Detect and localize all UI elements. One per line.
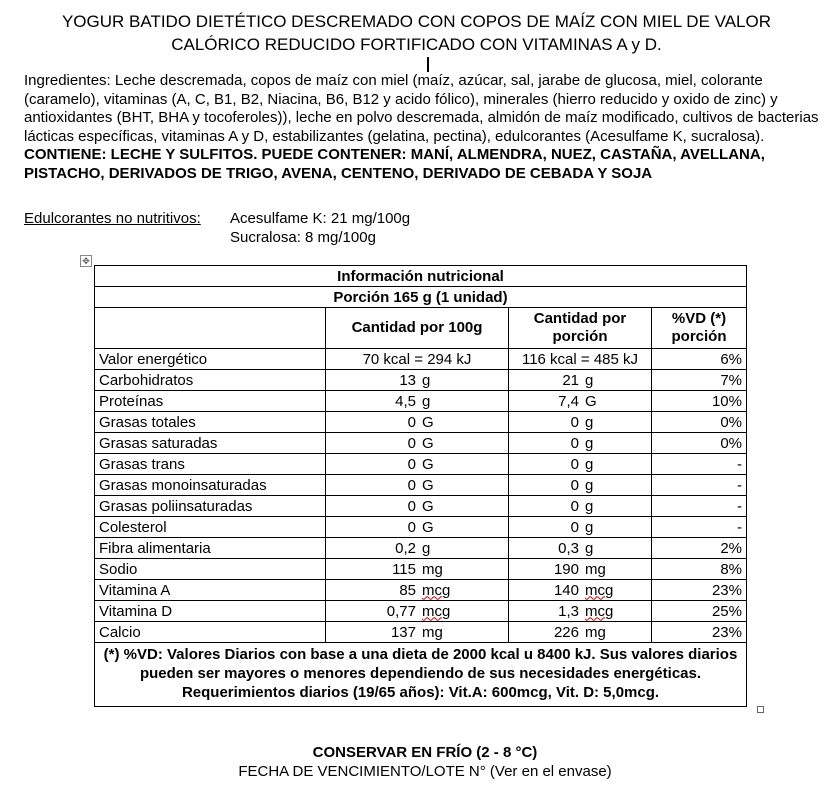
table-row [95,622,747,643]
amount-unit: G [422,434,434,452]
table-row [95,580,747,601]
table-row [95,496,747,517]
table-row [95,538,747,559]
table-row [95,433,747,454]
nutrient-name: Proteínas [95,391,326,412]
amount-unit: mg [422,623,443,641]
nutrient-name: Grasas monoinsaturadas [95,475,326,496]
nutrition-table [94,265,747,707]
amount-unit: mg [585,623,606,641]
amount-per-100g [326,601,509,622]
amount-value: 7,4 [558,392,579,410]
amount-per-portion [509,601,652,622]
amount-unit: mg [585,560,606,578]
amount-unit: mcg [585,581,614,599]
amount-value: 140 [553,581,579,599]
allergens-text: CONTIENE: LECHE Y SULFITOS. PUEDE CONTENER: MANÍ, ALMENDRA, NUEZ, CASTAÑA, AVELLANA, PISTACHO, DERIVADOS DE TRIGO, AVENA, CENTENO, DERIVADO DE CEBADA Y SOJA [24,146,765,182]
amount-per-portion [509,433,652,454]
amount-per-portion: 116 kcal = 485 kJ [509,349,652,370]
nutrient-name: Grasas trans [95,454,326,475]
amount-value: 0 [570,455,579,473]
amount-unit: g [422,371,431,389]
amount-per-100g [326,496,509,517]
amount-per-100g: 70 kcal = 294 kJ [326,349,509,370]
amount-value: 0 [570,476,579,494]
amount-unit: mg [422,560,443,578]
sweetener-acesulfame: Acesulfame K: 21 mg/100g [230,210,411,227]
storage-instructions: CONSERVAR EN FRÍO (2 - 8 °C) [312,744,538,761]
column-header-vd: %VD (*) porción [652,308,747,349]
amount-unit: g [585,434,594,452]
amount-value: 137 [390,623,416,641]
amount-unit: g [585,476,594,494]
storage-block [0,743,833,781]
amount-per-100g [326,433,509,454]
table-row [95,475,747,496]
table-row [95,517,747,538]
sweetener-sucralose: Sucralosa: 8 mg/100g [230,229,376,246]
nutrient-name: Fibra alimentaria [95,538,326,559]
nutrient-name: Vitamina D [95,601,326,622]
amount-per-100g [326,580,509,601]
table-row [95,349,747,370]
sweeteners-label: Edulcorantes no nutritivos: [24,210,201,227]
amount-per-portion [509,517,652,538]
amount-per-portion [509,496,652,517]
daily-value-percent: 2% [652,538,747,559]
amount-per-portion [509,370,652,391]
table-title: Información nutricional [95,266,747,287]
amount-value: 0 [407,455,416,473]
amount-per-portion [509,559,652,580]
column-header-per-100g: Cantidad por 100g [326,308,509,349]
ingredients-text: Ingredientes: Leche descremada, copos de maíz con miel (maíz, azúcar, sal, jarabe de glucosa, miel, colorante (caramelo), vitaminas (A, C, B1, B2, Niacina, B6, B12 y acido fólico), minerales (hierro reducido y oxido de zinc) y antioxidantes (BHT, BHA y tocoferoles)), leche en polvo descremada, almidón de maíz modificado, cultivos de bacterias lácticas específicas, vitaminas A y D, estabilizantes (gelatina, pectina), edulcorantes (Acesulfame K, sucralosa). [24,72,819,145]
table-footnote [95,643,747,707]
table-row [95,559,747,580]
column-header-nutrient [95,308,326,349]
amount-unit: G [422,518,434,536]
amount-unit: g [585,518,594,536]
table-row [95,601,747,622]
amount-value: 0 [407,434,416,452]
amount-value: 0,77 [386,602,416,620]
amount-value: 1,3 [558,602,579,620]
daily-value-percent: 6% [652,349,747,370]
amount-unit: mcg [422,602,451,620]
amount-value: 226 [553,623,579,641]
nutrient-name: Vitamina A [95,580,326,601]
amount-unit: g [585,371,594,389]
nutrient-name: Valor energético [95,349,326,370]
product-title [0,10,833,56]
amount-per-portion [509,412,652,433]
nutrient-name: Carbohidratos [95,370,326,391]
amount-unit: mcg [422,581,451,599]
daily-value-percent: 0% [652,433,747,454]
amount-per-100g [326,517,509,538]
amount-per-portion [509,580,652,601]
expiry-lot-note: FECHA DE VENCIMIENTO/LOTE N° (Ver en el envase) [238,763,612,780]
amount-value: 13 [399,371,416,389]
nutrient-name: Grasas saturadas [95,433,326,454]
amount-per-100g [326,370,509,391]
nutrient-name: Colesterol [95,517,326,538]
nutrient-name: Grasas poliinsaturadas [95,496,326,517]
daily-value-percent: 0% [652,412,747,433]
amount-value: 4,5 [395,392,416,410]
table-row [95,370,747,391]
table-row [95,454,747,475]
amount-unit: G [422,455,434,473]
daily-value-percent: - [652,496,747,517]
amount-per-100g [326,622,509,643]
amount-value: 0 [570,413,579,431]
amount-per-100g [326,412,509,433]
amount-unit: g [585,413,594,431]
daily-value-percent: 23% [652,622,747,643]
amount-unit: g [422,539,431,557]
product-title-line-2: CALÓRICO REDUCIDO FORTIFICADO CON VITAMINAS A y D. [171,35,662,54]
daily-value-percent: 10% [652,391,747,412]
amount-unit: g [585,539,594,557]
table-move-handle-icon[interactable]: ✥ [80,255,92,267]
amount-value: 0,2 [395,539,416,557]
amount-value: 0 [570,497,579,515]
amount-per-portion [509,391,652,412]
amount-value: 85 [399,581,416,599]
amount-value: 0 [407,476,416,494]
table-portion: Porción 165 g (1 unidad) [95,287,747,308]
table-row [95,391,747,412]
amount-value: 0 [407,413,416,431]
amount-unit: g [585,455,594,473]
column-header-per-portion: Cantidad por porción [509,308,652,349]
amount-per-portion [509,475,652,496]
amount-value: 0,3 [558,539,579,557]
table-resize-handle[interactable] [757,706,764,713]
amount-value: 190 [553,560,579,578]
daily-value-percent: - [652,517,747,538]
amount-per-100g [326,391,509,412]
product-title-line-1: YOGUR BATIDO DIETÉTICO DESCREMADO CON COPOS DE MAÍZ CON MIEL DE VALOR [61,12,772,31]
amount-value: 0 [570,434,579,452]
nutrient-name: Sodio [95,559,326,580]
footnote-text: (*) %VD: Valores Diarios con base a una dieta de 2000 kcal u 8400 kJ. Sus valores diarios pueden ser mayores o menores dependiendo de sus necesidades energéticas. Requerimientos diarios (19/65 años): Vit.A: 600mcg, Vit. D: 5,0mcg. [103,646,738,701]
table-row [95,412,747,433]
daily-value-percent: 25% [652,601,747,622]
amount-per-100g [326,559,509,580]
amount-unit: mcg [585,602,614,620]
amount-unit: g [422,392,431,410]
amount-unit: G [422,413,434,431]
amount-unit: G [422,497,434,515]
nutrient-name: Calcio [95,622,326,643]
amount-value: 21 [562,371,579,389]
ingredients-paragraph [24,72,824,183]
amount-per-100g [326,538,509,559]
daily-value-percent: - [652,454,747,475]
text-cursor [427,57,429,72]
amount-per-100g [326,454,509,475]
amount-per-portion [509,538,652,559]
daily-value-percent: - [652,475,747,496]
amount-unit: g [585,497,594,515]
amount-value: 0 [570,518,579,536]
amount-unit: G [422,476,434,494]
sweeteners-block [24,209,410,247]
amount-value: 0 [407,518,416,536]
amount-per-portion [509,622,652,643]
daily-value-percent: 7% [652,370,747,391]
amount-per-portion [509,454,652,475]
amount-value: 115 [392,560,416,578]
nutrient-name: Grasas totales [95,412,326,433]
daily-value-percent: 23% [652,580,747,601]
amount-per-100g [326,475,509,496]
amount-value: 0 [407,497,416,515]
daily-value-percent: 8% [652,559,747,580]
amount-unit: G [585,392,597,410]
